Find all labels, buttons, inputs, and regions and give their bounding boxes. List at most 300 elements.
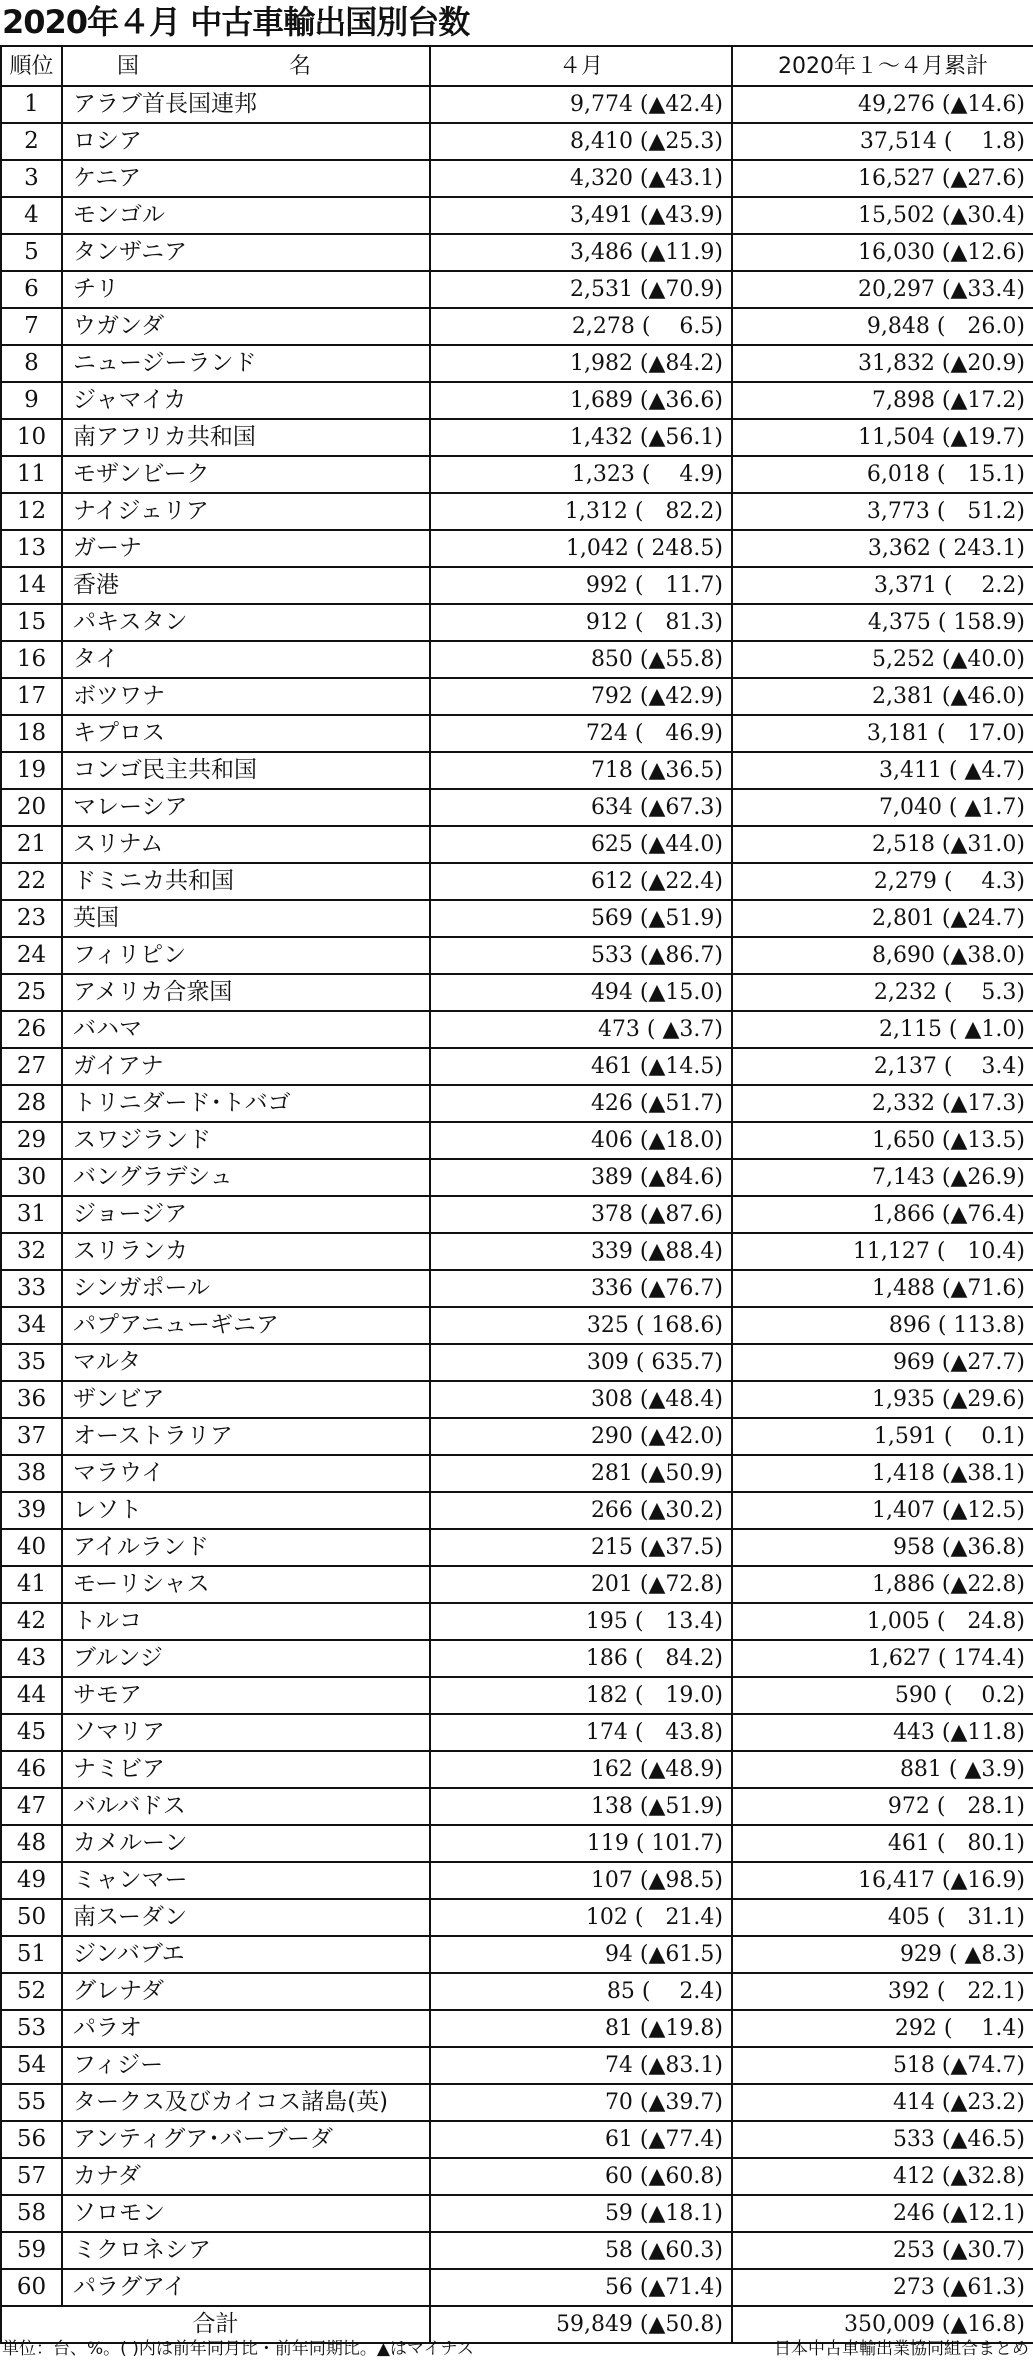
cumulative-cell: 6,018 ( 15.1) [732,456,1033,493]
table-row [1,1788,1033,1825]
country-cell: パラオ [62,2010,430,2047]
rank-cell: 23 [1,900,62,937]
country-cell: ブルンジ [62,1640,430,1677]
cumulative-cell: 292 ( 1.4) [732,2010,1033,2047]
april-cell: 215 (▲37.5) [430,1529,732,1566]
country-cell: ガーナ [62,530,430,567]
table-row [1,2232,1033,2269]
april-cell: 1,982 (▲84.2) [430,345,732,382]
april-cell: 61 (▲77.4) [430,2121,732,2158]
cumulative-cell: 2,518 (▲31.0) [732,826,1033,863]
rank-cell: 39 [1,1492,62,1529]
table-row [1,1751,1033,1788]
table-row [1,2158,1033,2195]
rank-cell: 15 [1,604,62,641]
country-cell: ミャンマー [62,1862,430,1899]
table-row [1,382,1033,419]
cumulative-cell: 253 (▲30.7) [732,2232,1033,2269]
cumulative-cell: 2,115 ( ▲1.0) [732,1011,1033,1048]
rank-cell: 27 [1,1048,62,1085]
cumulative-cell: 590 ( 0.2) [732,1677,1033,1714]
table-row [1,1714,1033,1751]
cumulative-cell: 20,297 (▲33.4) [732,271,1033,308]
cumulative-cell: 2,332 (▲17.3) [732,1085,1033,1122]
table-row [1,234,1033,271]
table-row [1,1492,1033,1529]
table-row [1,1307,1033,1344]
rank-cell: 7 [1,308,62,345]
table-row [1,1159,1033,1196]
table-row [1,1122,1033,1159]
table-row [1,197,1033,234]
country-cell: ソロモン [62,2195,430,2232]
april-cell: 60 (▲60.8) [430,2158,732,2195]
cumulative-cell: 1,488 (▲71.6) [732,1270,1033,1307]
country-cell: マルタ [62,1344,430,1381]
cumulative-cell: 9,848 ( 26.0) [732,308,1033,345]
table-row [1,456,1033,493]
cumulative-cell: 11,127 ( 10.4) [732,1233,1033,1270]
april-cell: 378 (▲87.6) [430,1196,732,1233]
rank-cell: 57 [1,2158,62,2195]
rank-cell: 1 [1,86,62,123]
rank-cell: 8 [1,345,62,382]
table-row [1,1455,1033,1492]
table-row [1,1196,1033,1233]
rank-cell: 21 [1,826,62,863]
cumulative-cell: 31,832 (▲20.9) [732,345,1033,382]
april-cell: 494 (▲15.0) [430,974,732,1011]
rank-cell: 35 [1,1344,62,1381]
rank-cell: 14 [1,567,62,604]
april-cell: 389 (▲84.6) [430,1159,732,1196]
country-cell: スリランカ [62,1233,430,1270]
table-row [1,1048,1033,1085]
rank-cell: 46 [1,1751,62,1788]
april-cell: 1,689 (▲36.6) [430,382,732,419]
total-cumulative: 350,009 (▲16.8) [732,2306,1033,2343]
table-row [1,1640,1033,1677]
export-table [0,45,1033,2344]
april-cell: 201 (▲72.8) [430,1566,732,1603]
april-cell: 70 (▲39.7) [430,2084,732,2121]
april-cell: 309 ( 635.7) [430,1344,732,1381]
cumulative-cell: 273 (▲61.3) [732,2269,1033,2306]
table-row [1,1973,1033,2010]
rank-cell: 16 [1,641,62,678]
cumulative-cell: 1,418 (▲38.1) [732,1455,1033,1492]
country-cell: パラグアイ [62,2269,430,2306]
country-cell: ウガンダ [62,308,430,345]
cumulative-cell: 461 ( 80.1) [732,1825,1033,1862]
table-row [1,974,1033,1011]
cumulative-cell: 49,276 (▲14.6) [732,86,1033,123]
country-cell: マレーシア [62,789,430,826]
country-cell: ニュージーランド [62,345,430,382]
april-cell: 3,491 (▲43.9) [430,197,732,234]
april-cell: 138 (▲51.9) [430,1788,732,1825]
rank-cell: 59 [1,2232,62,2269]
country-cell: バルバドス [62,1788,430,1825]
table-row [1,1270,1033,1307]
rank-cell: 19 [1,752,62,789]
cumulative-cell: 2,381 (▲46.0) [732,678,1033,715]
country-cell: アラブ首長国連邦 [62,86,430,123]
header-month: ４月 [430,46,732,86]
country-cell: 英国 [62,900,430,937]
april-cell: 406 (▲18.0) [430,1122,732,1159]
april-cell: 792 (▲42.9) [430,678,732,715]
header-country-label: 国 名 [116,53,375,79]
cumulative-cell: 3,371 ( 2.2) [732,567,1033,604]
april-cell: 195 ( 13.4) [430,1603,732,1640]
cumulative-cell: 15,502 (▲30.4) [732,197,1033,234]
cumulative-cell: 2,232 ( 5.3) [732,974,1033,1011]
cumulative-cell: 443 (▲11.8) [732,1714,1033,1751]
header-cumulative: 2020年１～４月累計 [732,46,1033,86]
cumulative-cell: 972 ( 28.1) [732,1788,1033,1825]
april-cell: 533 (▲86.7) [430,937,732,974]
cumulative-cell: 1,627 ( 174.4) [732,1640,1033,1677]
table-row [1,678,1033,715]
cumulative-cell: 7,143 (▲26.9) [732,1159,1033,1196]
table-row [1,715,1033,752]
rank-cell: 9 [1,382,62,419]
april-cell: 473 ( ▲3.7) [430,1011,732,1048]
rank-cell: 13 [1,530,62,567]
country-cell: モザンビーク [62,456,430,493]
april-cell: 426 (▲51.7) [430,1085,732,1122]
country-cell: マラウイ [62,1455,430,1492]
april-cell: 162 (▲48.9) [430,1751,732,1788]
april-cell: 308 (▲48.4) [430,1381,732,1418]
table-row [1,1899,1033,1936]
cumulative-cell: 11,504 (▲19.7) [732,419,1033,456]
rank-cell: 43 [1,1640,62,1677]
table-row [1,1233,1033,1270]
april-cell: 1,432 (▲56.1) [430,419,732,456]
country-cell: ミクロネシア [62,2232,430,2269]
rank-cell: 4 [1,197,62,234]
country-cell: 南アフリカ共和国 [62,419,430,456]
cumulative-cell: 3,773 ( 51.2) [732,493,1033,530]
rank-cell: 37 [1,1418,62,1455]
country-cell: パキスタン [62,604,430,641]
country-cell: キプロス [62,715,430,752]
april-cell: 325 ( 168.6) [430,1307,732,1344]
rank-cell: 29 [1,1122,62,1159]
rank-cell: 30 [1,1159,62,1196]
april-cell: 3,486 (▲11.9) [430,234,732,271]
cumulative-cell: 1,005 ( 24.8) [732,1603,1033,1640]
country-cell: トルコ [62,1603,430,1640]
april-cell: 102 ( 21.4) [430,1899,732,1936]
page-title: 2020年４月 中古車輸出国別台数 [2,3,470,41]
table-row [1,345,1033,382]
rank-cell: 36 [1,1381,62,1418]
table-row [1,86,1033,123]
table-row [1,1825,1033,1862]
country-cell: パプアニューギニア [62,1307,430,1344]
april-cell: 107 (▲98.5) [430,1862,732,1899]
country-cell: モンゴル [62,197,430,234]
country-cell: カナダ [62,2158,430,2195]
table-row [1,2269,1033,2306]
april-cell: 1,323 ( 4.9) [430,456,732,493]
cumulative-cell: 1,866 (▲76.4) [732,1196,1033,1233]
cumulative-cell: 2,801 (▲24.7) [732,900,1033,937]
rank-cell: 45 [1,1714,62,1751]
cumulative-cell: 1,935 (▲29.6) [732,1381,1033,1418]
april-cell: 281 (▲50.9) [430,1455,732,1492]
cumulative-cell: 8,690 (▲38.0) [732,937,1033,974]
rank-cell: 51 [1,1936,62,1973]
rank-cell: 56 [1,2121,62,2158]
country-cell: フィジー [62,2047,430,2084]
april-cell: 85 ( 2.4) [430,1973,732,2010]
table-row [1,2010,1033,2047]
april-cell: 74 (▲83.1) [430,2047,732,2084]
rank-cell: 49 [1,1862,62,1899]
table-body [1,86,1033,2306]
rank-cell: 60 [1,2269,62,2306]
rank-cell: 20 [1,789,62,826]
april-cell: 912 ( 81.3) [430,604,732,641]
april-cell: 718 (▲36.5) [430,752,732,789]
country-cell: 南スーダン [62,1899,430,1936]
table-row [1,1381,1033,1418]
cumulative-cell: 1,407 (▲12.5) [732,1492,1033,1529]
rank-cell: 10 [1,419,62,456]
country-cell: ドミニカ共和国 [62,863,430,900]
header-rank: 順位 [1,46,62,86]
april-cell: 94 (▲61.5) [430,1936,732,1973]
rank-cell: 55 [1,2084,62,2121]
april-cell: 58 (▲60.3) [430,2232,732,2269]
rank-cell: 53 [1,2010,62,2047]
cumulative-cell: 881 ( ▲3.9) [732,1751,1033,1788]
rank-cell: 47 [1,1788,62,1825]
country-cell: グレナダ [62,1973,430,2010]
table-row [1,789,1033,826]
april-cell: 8,410 (▲25.3) [430,123,732,160]
country-cell: ガイアナ [62,1048,430,1085]
rank-cell: 2 [1,123,62,160]
table-row [1,604,1033,641]
rank-cell: 11 [1,456,62,493]
rank-cell: 33 [1,1270,62,1307]
april-cell: 4,320 (▲43.1) [430,160,732,197]
april-cell: 569 (▲51.9) [430,900,732,937]
country-cell: ジャマイカ [62,382,430,419]
country-cell: スリナム [62,826,430,863]
table-row [1,2195,1033,2232]
rank-cell: 25 [1,974,62,1011]
rank-cell: 12 [1,493,62,530]
country-cell: ナミビア [62,1751,430,1788]
country-cell: ジョージア [62,1196,430,1233]
rank-cell: 50 [1,1899,62,1936]
country-cell: レソト [62,1492,430,1529]
table-row [1,2047,1033,2084]
country-cell: シンガポール [62,1270,430,1307]
cumulative-cell: 7,898 (▲17.2) [732,382,1033,419]
country-cell: ボツワナ [62,678,430,715]
rank-cell: 40 [1,1529,62,1566]
country-cell: タークス及びカイコス諸島(英) [62,2084,430,2121]
table-row [1,567,1033,604]
table-row [1,641,1033,678]
april-cell: 81 (▲19.8) [430,2010,732,2047]
table-row [1,1566,1033,1603]
table-header-row [1,46,1033,86]
rank-cell: 54 [1,2047,62,2084]
cumulative-cell: 7,040 ( ▲1.7) [732,789,1033,826]
country-cell: チリ [62,271,430,308]
rank-cell: 28 [1,1085,62,1122]
table-row [1,1085,1033,1122]
country-cell: コンゴ民主共和国 [62,752,430,789]
april-cell: 339 (▲88.4) [430,1233,732,1270]
rank-cell: 26 [1,1011,62,1048]
table-row [1,1677,1033,1714]
april-cell: 625 (▲44.0) [430,826,732,863]
table-row [1,160,1033,197]
april-cell: 59 (▲18.1) [430,2195,732,2232]
cumulative-cell: 3,362 ( 243.1) [732,530,1033,567]
cumulative-cell: 5,252 (▲40.0) [732,641,1033,678]
country-cell: タンザニア [62,234,430,271]
rank-cell: 48 [1,1825,62,1862]
april-cell: 461 (▲14.5) [430,1048,732,1085]
april-cell: 182 ( 19.0) [430,1677,732,1714]
cumulative-cell: 16,417 (▲16.9) [732,1862,1033,1899]
total-april: 59,849 (▲50.8) [430,2306,732,2343]
april-cell: 992 ( 11.7) [430,567,732,604]
table-row [1,826,1033,863]
cumulative-cell: 2,279 ( 4.3) [732,863,1033,900]
table-row [1,1936,1033,1973]
country-cell: スワジランド [62,1122,430,1159]
april-cell: 174 ( 43.8) [430,1714,732,1751]
table-row [1,1603,1033,1640]
country-cell: オーストラリア [62,1418,430,1455]
table-row [1,530,1033,567]
country-cell: トリニダード･トバゴ [62,1085,430,1122]
april-cell: 9,774 (▲42.4) [430,86,732,123]
country-cell: ソマリア [62,1714,430,1751]
rank-cell: 32 [1,1233,62,1270]
country-cell: サモア [62,1677,430,1714]
cumulative-cell: 1,591 ( 0.1) [732,1418,1033,1455]
table-row [1,2084,1033,2121]
table-row [1,2121,1033,2158]
april-cell: 1,042 ( 248.5) [430,530,732,567]
cumulative-cell: 4,375 ( 158.9) [732,604,1033,641]
table-row [1,1011,1033,1048]
country-cell: ジンバブエ [62,1936,430,1973]
cumulative-cell: 16,527 (▲27.6) [732,160,1033,197]
country-cell: ナイジェリア [62,493,430,530]
rank-cell: 17 [1,678,62,715]
table-row [1,419,1033,456]
april-cell: 2,278 ( 6.5) [430,308,732,345]
table-row [1,271,1033,308]
country-cell: 香港 [62,567,430,604]
country-cell: タイ [62,641,430,678]
country-cell: ケニア [62,160,430,197]
country-cell: フィリピン [62,937,430,974]
rank-cell: 3 [1,160,62,197]
april-cell: 56 (▲71.4) [430,2269,732,2306]
rank-cell: 38 [1,1455,62,1492]
rank-cell: 18 [1,715,62,752]
april-cell: 850 (▲55.8) [430,641,732,678]
april-cell: 724 ( 46.9) [430,715,732,752]
cumulative-cell: 518 (▲74.7) [732,2047,1033,2084]
april-cell: 2,531 (▲70.9) [430,271,732,308]
country-cell: モーリシャス [62,1566,430,1603]
country-cell: ザンビア [62,1381,430,1418]
table-row [1,1862,1033,1899]
country-cell: アイルランド [62,1529,430,1566]
cumulative-cell: 3,181 ( 17.0) [732,715,1033,752]
april-cell: 612 (▲22.4) [430,863,732,900]
cumulative-cell: 896 ( 113.8) [732,1307,1033,1344]
cumulative-cell: 405 ( 31.1) [732,1899,1033,1936]
rank-cell: 22 [1,863,62,900]
april-cell: 266 (▲30.2) [430,1492,732,1529]
table-row [1,900,1033,937]
table-row [1,1418,1033,1455]
cumulative-cell: 929 ( ▲8.3) [732,1936,1033,1973]
table-row [1,123,1033,160]
table-row [1,308,1033,345]
rank-cell: 24 [1,937,62,974]
country-cell: バハマ [62,1011,430,1048]
table-row [1,493,1033,530]
rank-cell: 58 [1,2195,62,2232]
april-cell: 186 ( 84.2) [430,1640,732,1677]
april-cell: 634 (▲67.3) [430,789,732,826]
table-row [1,937,1033,974]
country-cell: ロシア [62,123,430,160]
country-cell: バングラデシュ [62,1159,430,1196]
header-country [62,46,430,86]
cumulative-cell: 392 ( 22.1) [732,1973,1033,2010]
footnote: 単位：台、%。( )内は前年同月比・前年同期比。▲はマイナス [2,2339,474,2359]
country-cell: アメリカ合衆国 [62,974,430,1011]
cumulative-cell: 2,137 ( 3.4) [732,1048,1033,1085]
table-row [1,863,1033,900]
cumulative-cell: 3,411 ( ▲4.7) [732,752,1033,789]
table-row [1,752,1033,789]
rank-cell: 5 [1,234,62,271]
april-cell: 119 ( 101.7) [430,1825,732,1862]
cumulative-cell: 414 (▲23.2) [732,2084,1033,2121]
april-cell: 336 (▲76.7) [430,1270,732,1307]
cumulative-cell: 37,514 ( 1.8) [732,123,1033,160]
cumulative-cell: 412 (▲32.8) [732,2158,1033,2195]
cumulative-cell: 958 (▲36.8) [732,1529,1033,1566]
cumulative-cell: 969 (▲27.7) [732,1344,1033,1381]
source-credit: 日本中古車輸出業協同組合まとめ [774,2339,1029,2359]
rank-cell: 34 [1,1307,62,1344]
rank-cell: 41 [1,1566,62,1603]
cumulative-cell: 246 (▲12.1) [732,2195,1033,2232]
april-cell: 1,312 ( 82.2) [430,493,732,530]
country-cell: カメルーン [62,1825,430,1862]
